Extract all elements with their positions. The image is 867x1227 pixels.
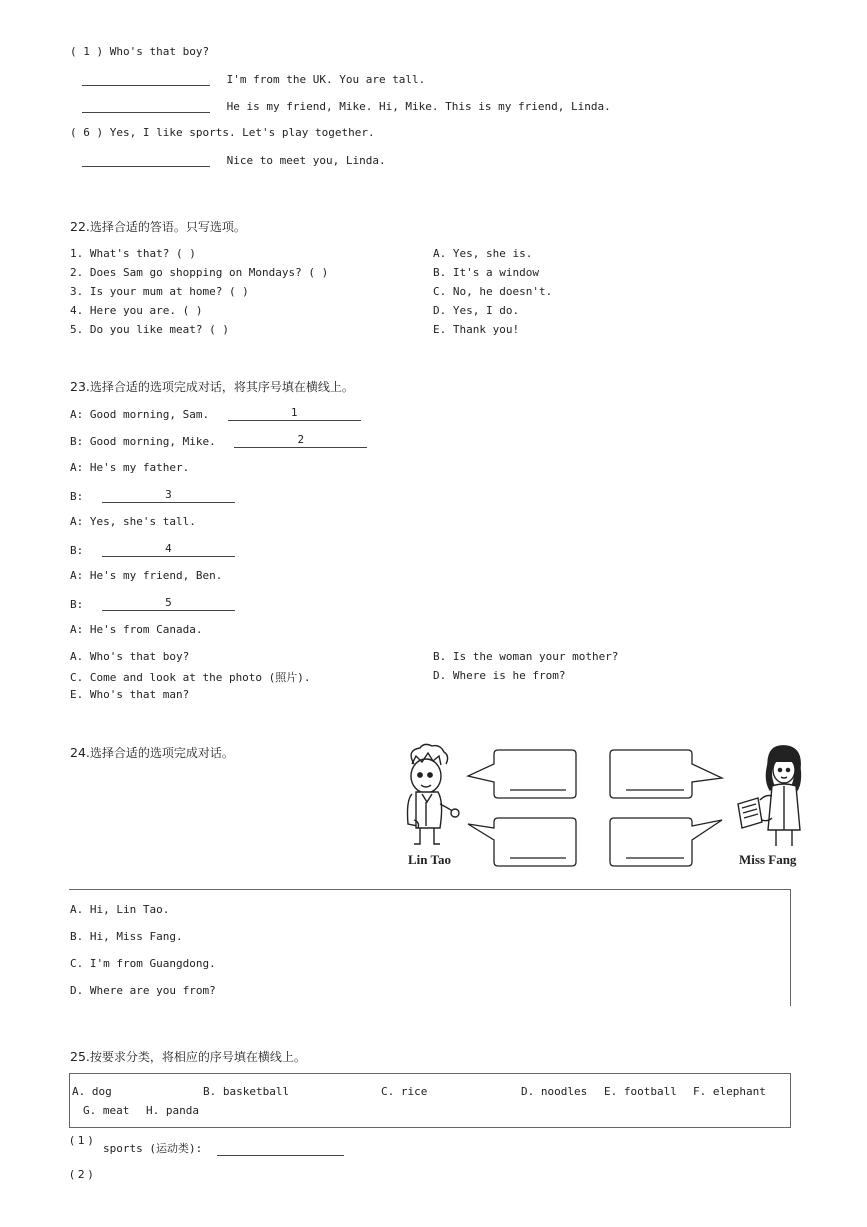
miss-fang-label: Miss Fang [739,852,797,867]
q23-line-5: A: Yes, she's tall. [70,515,196,528]
q23-option-a: A. Who's that boy? [70,650,190,663]
speech-bubble-top-left [468,750,576,798]
q22-answer-d: D. Yes, I do. [433,304,520,317]
q23-heading: 23.选择合适的选项完成对话，将其序号填在横线上。 [70,379,354,394]
q23-option-d: D. Where is he from? [433,669,566,682]
word-d: D. noodles [521,1085,588,1098]
q23-line-1: A: Good morning, Sam. 1 [70,406,361,421]
q21-line-4: ( 6 ) Yes, I like sports. Let's play together. [70,126,375,139]
q22-question-3: 3. Is your mum at home? ( ) [70,285,249,298]
q23-line-7: A: He's my friend, Ben. [70,569,223,582]
speech-bubble-bottom-left [468,818,576,866]
answer-blank[interactable] [82,99,210,113]
speech-bubble-top-right [610,750,722,798]
q23-option-e: E. Who's that man? [70,688,190,701]
word-b: B. basketball [203,1085,290,1098]
q24-option-b: B. Hi, Miss Fang. [70,930,183,943]
q24-heading: 24.选择合适的选项完成对话。 [70,745,234,760]
q23-line-3: A: He's my father. [70,461,190,474]
q24-option-d: D. Where are you from? [70,984,216,997]
q25-category-1-label: sports (运动类): [103,1140,344,1156]
q22-heading: 22.选择合适的答语。只写选项。 [70,219,246,234]
q25-category-1: ( 1 ) [70,1134,93,1147]
q24-option-c: C. I'm from Guangdong. [70,957,216,970]
speech-bubble-bottom-right [610,818,722,866]
q22-answer-c: C. No, he doesn't. [433,285,553,298]
q23-line-8: B: 5 [70,596,235,611]
lin-tao-label: Lin Tao [408,852,452,867]
q23-line-9: A: He's from Canada. [70,623,203,636]
q23-option-b: B. Is the woman your mother? [433,650,619,663]
answer-blank[interactable] [217,1142,344,1156]
q22-question-1: 1. What's that? ( ) [70,247,196,260]
q22-question-5: 5. Do you like meat? ( ) [70,323,229,336]
q21-line-2: I'm from the UK. You are tall. [82,72,425,86]
answer-blank[interactable] [82,72,210,86]
answer-blank[interactable]: 5 [102,596,235,611]
answer-blank[interactable]: 1 [228,406,361,421]
boy-figure-icon [408,744,460,844]
q22-answer-b: B. It's a window [433,266,539,279]
answer-blank[interactable]: 4 [102,542,235,557]
answer-blank[interactable]: 3 [102,488,235,503]
q21-line-5: Nice to meet you, Linda. [82,153,386,167]
q25-category-2: ( 2 ) [70,1168,93,1181]
q22-answer-e: E. Thank you! [433,323,520,336]
q22-question-4: 4. Here you are. ( ) [70,304,203,317]
word-c: C. rice [381,1085,428,1098]
q22-question-2: 2. Does Sam go shopping on Mondays? ( ) [70,266,329,279]
q21-line-3: He is my friend, Mike. Hi, Mike. This is my friend, Linda. [82,99,611,113]
q23-line-4: B: 3 [70,488,235,503]
q25-heading: 25.按要求分类，将相应的序号填在横线上。 [70,1049,306,1064]
word-h: H. panda [146,1104,199,1117]
q24-option-a: A. Hi, Lin Tao. [70,903,170,916]
answer-blank[interactable] [82,153,210,167]
q25-words-box [69,1073,791,1128]
answer-blank[interactable]: 2 [234,433,367,448]
q21-line-1: ( 1 ) Who's that boy? [70,45,210,58]
word-f: F. elephant [693,1085,766,1098]
q23-option-c: C. Come and look at the photo (照片). [70,671,311,684]
word-e: E. football [604,1085,677,1098]
teacher-figure-icon [738,746,801,846]
word-g: G. meat [83,1104,130,1117]
q23-line-6: B: 4 [70,542,235,557]
q22-answer-a: A. Yes, she is. [433,247,533,260]
q23-line-2: B: Good morning, Mike. 2 [70,433,367,448]
word-a: A. dog [72,1085,112,1098]
